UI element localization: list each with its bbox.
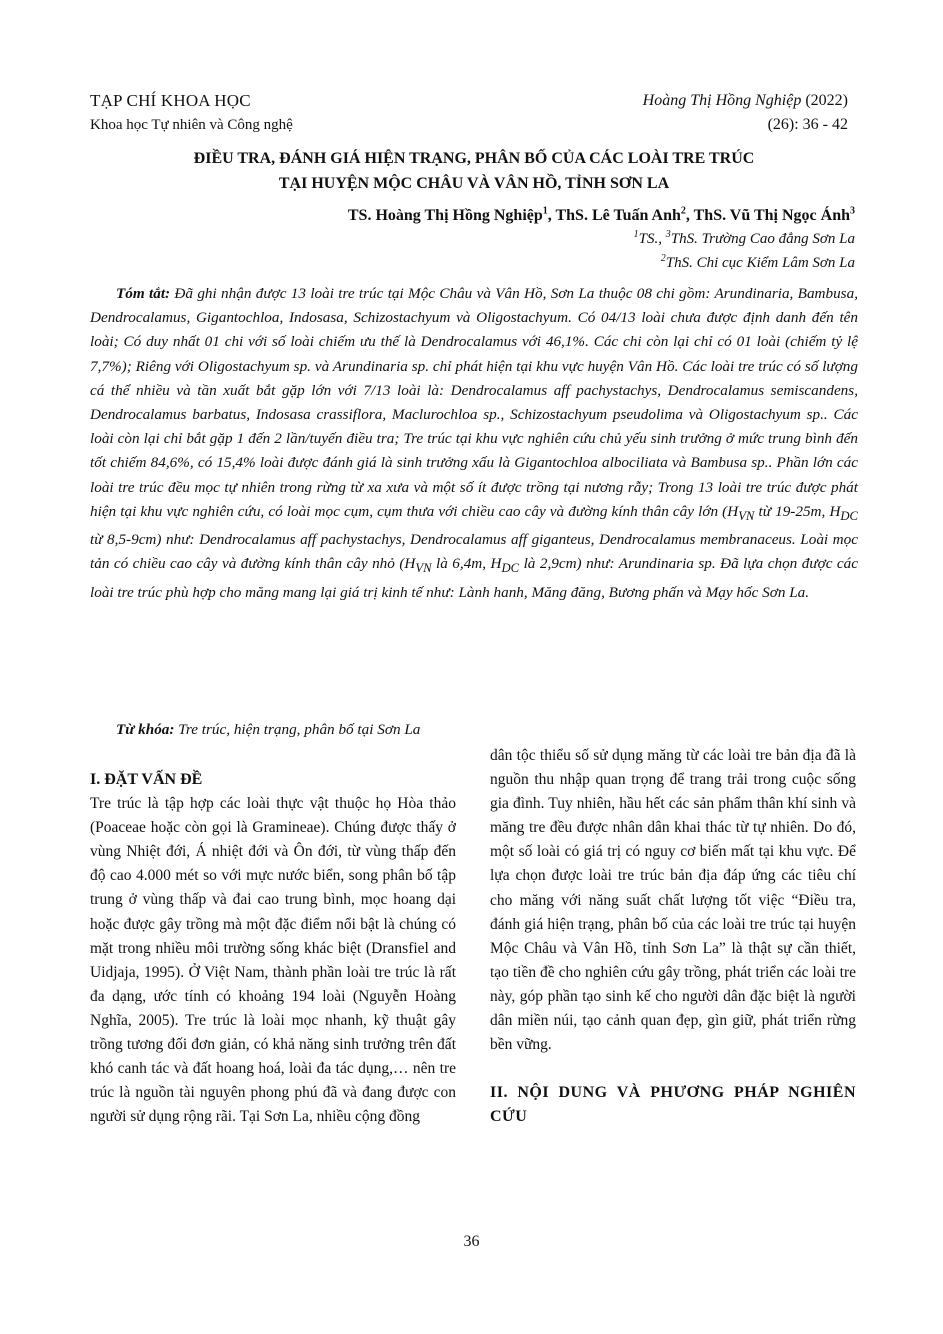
journal-header-right bbox=[643, 90, 848, 136]
body-column-left bbox=[90, 768, 456, 1129]
aff1-sup-a: 1 bbox=[633, 229, 639, 240]
affiliation-1 bbox=[634, 228, 855, 250]
aff1-sup-b: 3 bbox=[665, 229, 671, 240]
author-1-sup: 1 bbox=[542, 205, 548, 217]
abstract-hdc: H bbox=[829, 502, 841, 520]
abstract-hdc-sub: DC bbox=[501, 561, 520, 576]
citation-line bbox=[643, 90, 848, 112]
keywords-text: Tre trúc, hiện trạng, phân bố tại Sơn La bbox=[174, 721, 421, 738]
body-column-right bbox=[490, 744, 856, 1129]
journal-section: Khoa học Tự nhiên và Công nghệ bbox=[90, 117, 293, 133]
abstract-text-mid: là 6,4m, bbox=[431, 555, 491, 573]
keywords bbox=[116, 719, 420, 741]
abstract-hdc-sub: DC bbox=[840, 508, 858, 523]
author-sep: , bbox=[547, 207, 556, 224]
abstract-hvn: H bbox=[404, 555, 416, 573]
abstract-hdc: H bbox=[490, 555, 502, 573]
author-1: TS. Hoàng Thị Hồng Nghiệp bbox=[347, 207, 543, 224]
author-2: ThS. Lê Tuấn Anh bbox=[555, 207, 681, 224]
citation-year: (2022) bbox=[805, 92, 848, 109]
abstract bbox=[90, 282, 858, 605]
abstract-hvn-sub: VN bbox=[738, 508, 755, 523]
section-1-continuation: dân tộc thiểu số sử dụng măng từ các loài tre bản địa đã là nguồn thu nhập quan trọng để trang trải trong cuộc sống gia đình. Tuy nhiên, hầu hết các sản phẩm thân khí sinh và măng tre đều được nhân dân khai thác từ tự nhiên. Do đó, một số loài có giá trị có nguy cơ biến mất tại khu vực. Để lựa chọn được loài tre trúc bản địa đáp ứng các tiêu chí cho măng với năng suất chất lượng tốt việc “Điều tra, đánh giá hiện trạng, phân bố của các loài tre trúc tại huyện Mộc Châu và Vân Hồ, tỉnh Sơn La” là thật sự cần thiết, tạo tiền đề cho nghiên cứu gây trồng, phát triển các loài tre này, góp phần tạo sinh kế cho người dân đặc biệt là người dân miền núi, tạo cảnh quan đẹp, gìn giữ, phát triển rừng bền vững. bbox=[490, 747, 856, 1054]
paper-title bbox=[90, 146, 858, 196]
section-1-paragraph: Tre trúc là tập hợp các loài thực vật thuộc họ Hòa thảo (Poaceae hoặc còn gọi là Gramineae). Chúng được thấy ở vùng Nhiệt đới, Á nhiệt đới và Ôn đới, từ vùng thấp đến độ cao 4.000 mét so với mực nước biển, song phân bố tập trung ở vùng thấp và đai cao trung bình, mọc hoang dại hoặc được gây trồng mà một đặc điểm nổi bật là chúng có mặt trong nhiều môi trường sống khác biệt (Dransfiel and Uidjaja, 1995). Ở Việt Nam, thành phần loài tre trúc là rất đa dạng, ước tính có khoảng 194 loài (Nguyễn Hoàng Nghĩa, 2005). Tre trúc là loài mọc nhanh, kỹ thuật gây trồng tương đối đơn giản, có khả năng sinh trưởng trên đất khó canh tác và đất hoang hoá, loài đa tác dụng,… nên tre trúc là nguồn tài nguyên phong phú đã và đang được con người sử dụng rộng rãi. Tại Sơn La, nhiều cộng đồng bbox=[90, 795, 456, 1126]
section-2-heading: II. NỘI DUNG VÀ PHƯƠNG PHÁP NGHIÊN CỨU bbox=[490, 1084, 856, 1126]
aff1-part-b: ThS. Trường Cao đẳng Sơn La bbox=[670, 231, 855, 247]
keywords-label: Từ khóa: bbox=[116, 721, 175, 738]
author-3: ThS. Vũ Thị Ngọc Ánh bbox=[693, 207, 850, 224]
citation-author: Hoàng Thị Hồng Nghiệp bbox=[642, 92, 802, 109]
title-line-2: TẠI HUYỆN MỘC CHÂU VÀ VÂN HỒ, TỈNH SƠN LA bbox=[278, 175, 670, 192]
abstract-text: Đã ghi nhận được 13 loài tre trúc tại Mộc Châu và Vân Hồ, Sơn La thuộc 08 chi gồm: Arundinaria, Bambusa, Dendrocalamus, Gigantochloa, Indosasa, Schizostachyum và Oligostachyum. Có 04/13 loài chưa được định danh đến tên loài; Có duy nhất 01 chi với số loài chiếm ưu thế là Dendrocalamus với 46,1%. Các chi còn lại chỉ có 01 loài (chiếm tỷ lệ 7,7%); Riêng với Oligostachyum sp. và Arundinaria sp. chỉ phát hiện tại khu vực huyện Vân Hồ. Các loài tre trúc có số lượng cá thể nhiều và tần xuất bắt gặp lớn với 7/13 loài là: Dendrocalamus aff pachystachys, Dendrocalamus semiscandens, Dendrocalamus barbatus, Indosasa crassiflora, Maclurochloa sp., Schizostachyum pseudolima và Oligostachyum sp.. Các loài còn lại chỉ bắt gặp 1 đến 2 lần/tuyến điều tra; Tre trúc tại khu vực nghiên cứu chủ yếu sinh trưởng ở mức trung bình đến tốt chiếm 84,6%, có 15,4% loài được đánh giá là sinh trưởng xấu là Gigantochloa albociliata và Bambusa sp.. Phần lớn các loài tre trúc đều mọc tự nhiên trong rừng từ xa xưa và một số ít được trồng tại nương rẫy; Trong 13 loài tre trúc được phát hiện tại khu vực nghiên cứu, có loài mọc cụm, cụm thưa với chiều cao cây và đường kính thân cây lớn ( bbox=[90, 285, 858, 520]
section-1-heading: I. ĐẶT VẤN ĐỀ bbox=[90, 771, 203, 788]
abstract-hvn: H bbox=[727, 502, 739, 520]
journal-header-left bbox=[90, 90, 293, 136]
aff2-sup: 2 bbox=[660, 253, 666, 264]
aff1-part-a: TS., bbox=[638, 231, 666, 247]
title-line-1: ĐIỀU TRA, ĐÁNH GIÁ HIỆN TRẠNG, PHÂN BỐ CỦA CÁC LOÀI TRE TRÚC bbox=[193, 150, 755, 167]
citation-pages: (26): 36 - 42 bbox=[767, 116, 848, 133]
author-sep: , bbox=[685, 207, 694, 224]
abstract-label: Tóm tắt: bbox=[116, 285, 171, 302]
abstract-text-mid: từ 19-25m, bbox=[754, 502, 830, 520]
abstract-text-mid: từ 8,5-9cm) như: Dendrocalamus aff pachystachys, Dendrocalamus aff giganteus, Dendrocalamus membranaceus. Loài mọc tản có chiều cao cây và đường kính thân cây nhỏ ( bbox=[90, 531, 858, 573]
journal-name: TẠP CHÍ KHOA HỌC bbox=[90, 91, 251, 110]
author-list bbox=[348, 205, 855, 227]
abstract-text-tail: là 2,9cm) như: Arundinaria sp. Đã lựa chọn được các loài tre trúc phù hợp cho măng mang lại giá trị kinh tế như: Lành hanh, Măng đăng, Bương phấn và Mạy hốc Sơn La. bbox=[90, 555, 859, 601]
author-2-sup: 2 bbox=[680, 205, 686, 217]
author-3-sup: 3 bbox=[850, 205, 855, 217]
page-number: 36 bbox=[463, 1233, 480, 1250]
abstract-hvn-sub: VN bbox=[415, 561, 432, 576]
aff2-text: ThS. Chi cục Kiểm Lâm Sơn La bbox=[665, 255, 855, 271]
affiliation-2 bbox=[661, 252, 855, 274]
